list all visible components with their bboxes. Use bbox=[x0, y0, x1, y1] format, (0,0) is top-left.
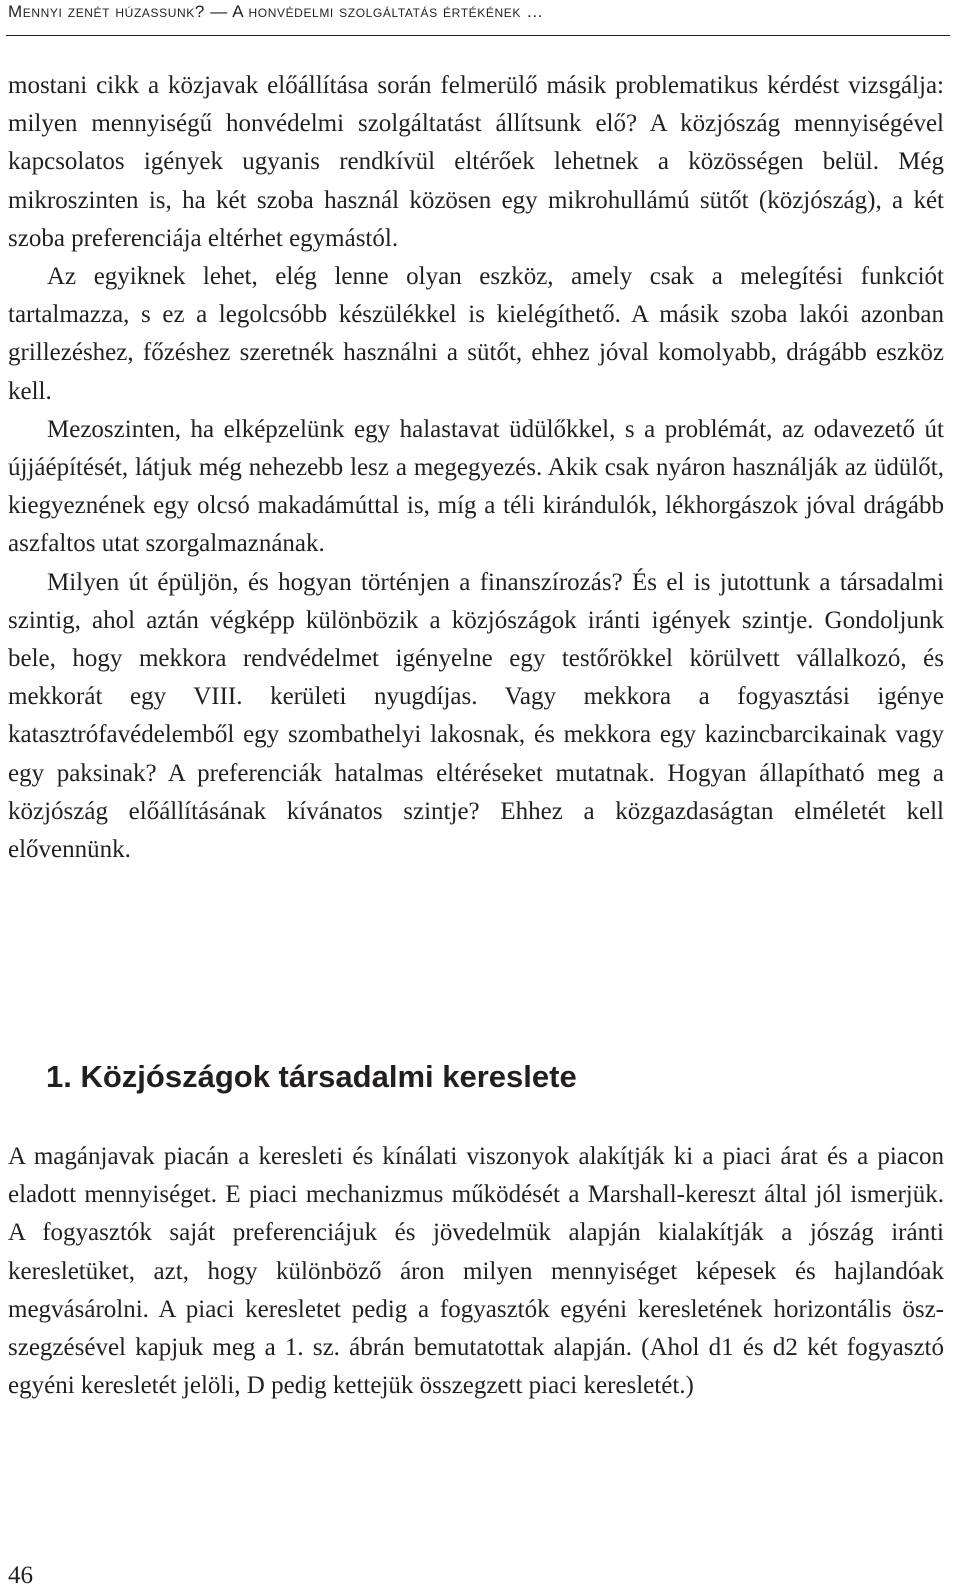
section-heading: 1. Közjószágok társadalmi kereslete bbox=[46, 1059, 577, 1094]
page-number: 46 bbox=[8, 1562, 33, 1589]
paragraph: Az egyiknek lehet, elég lenne olyan eszköz, amely csak a melegítési funkciót tartalmazza, s ez a legolcsóbb készülékkel is kielégíthető. A másik szoba lakói azonban grillezéshez, főzéshez szeretnék használni a sütőt, ehhez jóval komolyabb, drágább eszköz kell. bbox=[8, 263, 944, 405]
paragraph: A magánjavak piacán a keresleti és kínálati viszonyok alakítják ki a piaci árat és a piacon eladott mennyiséget. E piaci mechanizmus működését a Marshall-kereszt által jól ismerjük. A fogyasztók saját preferenciájuk és jövedelmük alapján kialakítják a jószág iránti keresletüket, azt, hogy különböző áron milyen mennyiséget képesek és hajlandóak megvásárolni. A piaci keresletet pedig a fogyasztók egyéni keresletének horizontális öszszegzésével kapjuk meg a 1. sz. ábrán bemutatottak alapján. (Ahol d1 és d2 két fogyasztó egyéni keresletét jelöli, D pedig kettejük összegzett piaci keresletét.) bbox=[8, 1143, 944, 1400]
paragraph: mostani cikk a közjavak előállítása során felmerülő másik problematikus kérdést vizsgálja: milyen mennyiségű honvédelmi szolgáltatást állítsunk elő? A közjószág mennyiségével kapcsolatos igények ugyanis rendkívül eltérőek lehetnek a közösségen belül. Még mikroszinten is, ha két szoba használ közösen egy mikrohullámú sütőt (közjószág), a két szoba preferenciája eltérhet egymástól. bbox=[8, 72, 944, 252]
paragraph: Mezoszinten, ha elképzelünk egy halastavat üdülőkkel, s a problémát, az odavezető út újjáépítését, látjuk még nehezebb lesz a megegyezés. Akik csak nyáron használják az üdülőt, kiegyeznének egy olcsó makadámúttal is, míg a téli kirándulók, lékhorgászok jóval drágább aszfaltos utat szorgalmaznának. bbox=[8, 415, 944, 558]
body-text-top bbox=[8, 67, 944, 869]
header-divider bbox=[6, 35, 950, 36]
running-head: Mennyi zenét húzassunk? — A honvédelmi szolgáltatás értékének … bbox=[8, 2, 544, 21]
body-text-bottom bbox=[8, 1138, 944, 1405]
paragraph: Milyen út épüljön, és hogyan történjen a finanszírozás? És el is jutottunk a társadalmi szintig, ahol aztán végképp különbözik a közjószágok iránti igények szintje. Gondoljunk bele, hogy mekkora rendvédelmet igényelne egy testőrökkel körülvett vállalkozó, és mekkorát egy VIII. kerületi nyugdíjas. Vagy mekkora a fogyasztási igénye katasztrófavédelemből egy szombathelyi lakosnak, és mekkora egy kazincbarcikainak vagy egy paksinak? A preferenciák hatalmas eltéréseket mutatnak. Hogyan állapítható meg a közjószág előállításának kívánatos szintje? Ehhez a közgazdaságtan elméletét kell elővennünk. bbox=[8, 568, 944, 864]
